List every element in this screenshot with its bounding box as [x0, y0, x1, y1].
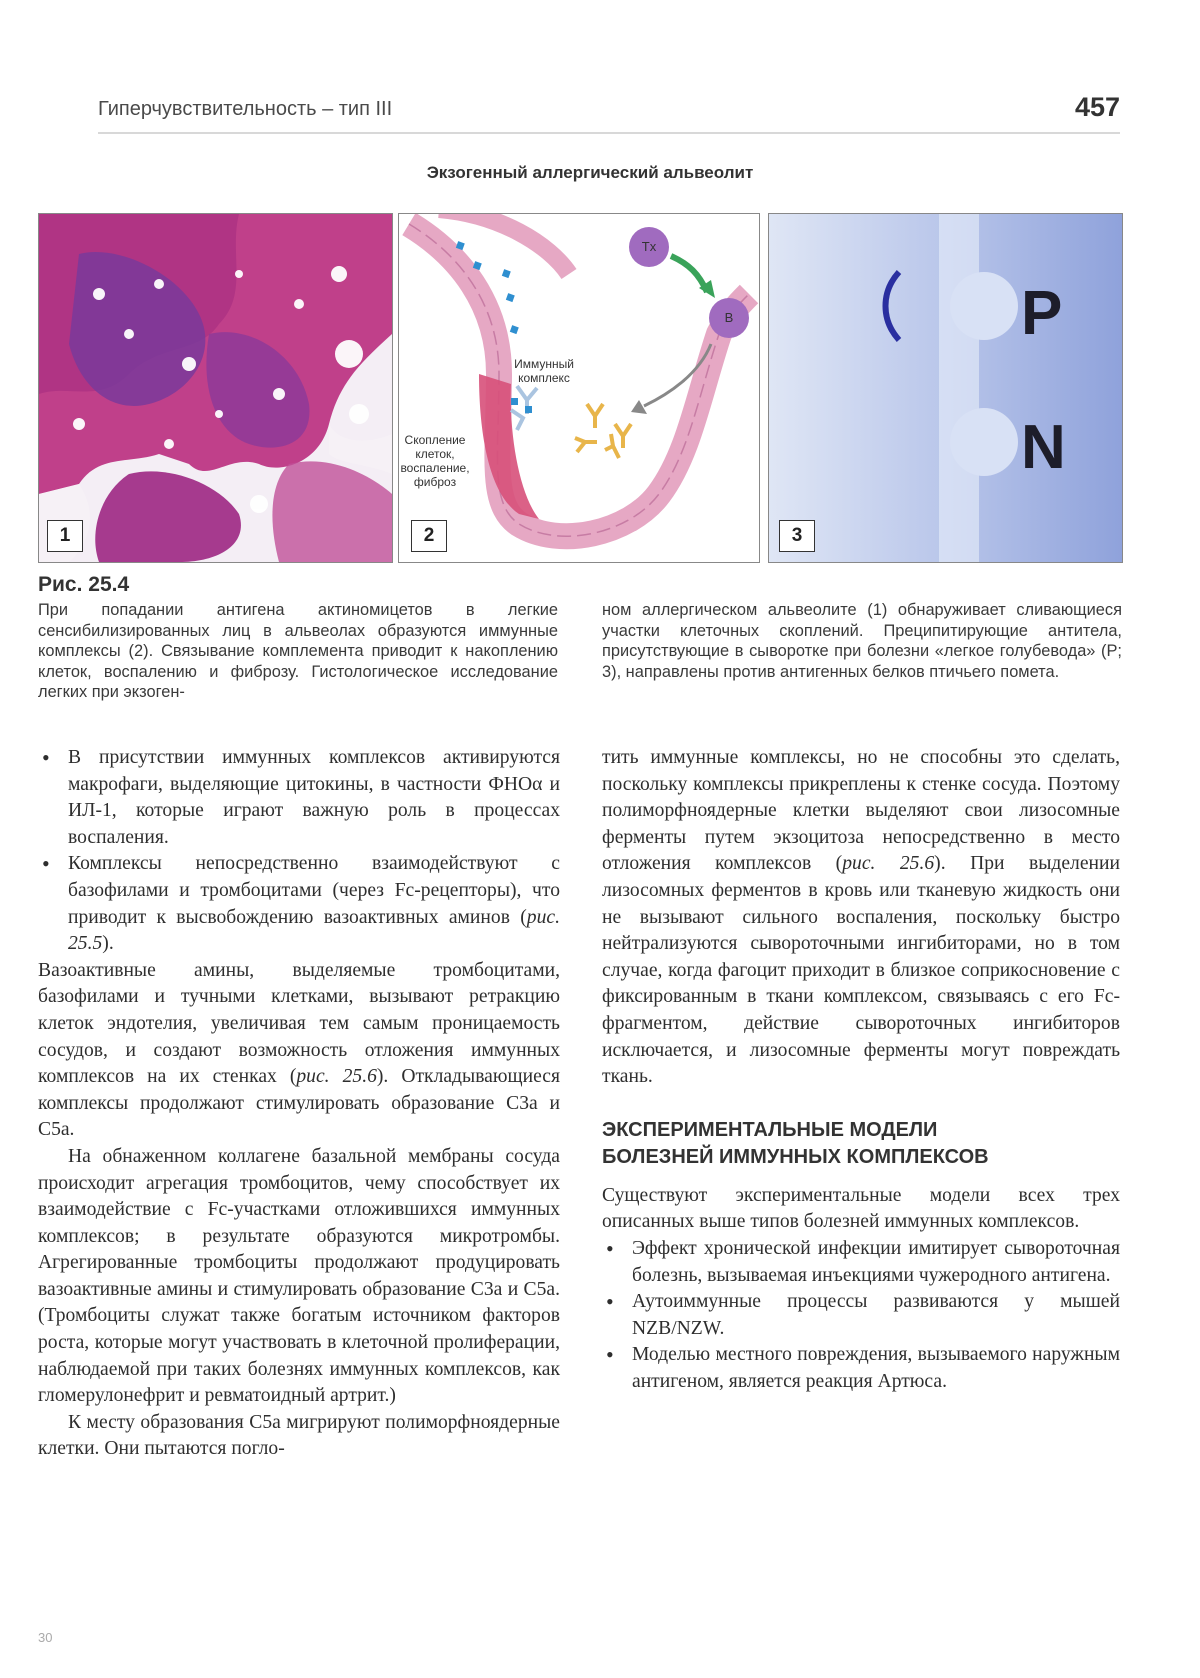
figure-panel-diagram [398, 213, 760, 563]
right-bullet-3: • Моделью местного повреждения, вызываемого наружным антигеном, является реакция Артюса. [602, 1342, 1120, 1395]
right-paragraph-1 [602, 745, 1120, 1091]
immune-complex-icon [511, 386, 537, 430]
panel-number-3: 3 [779, 520, 815, 552]
label-cells-3: воспаление, [400, 461, 470, 475]
left-bullet-2 [38, 851, 560, 957]
left-column [38, 745, 560, 1463]
label-b: B [724, 310, 734, 325]
right-column [602, 745, 1120, 1395]
histology-image [39, 214, 392, 562]
left-bullet-1: • В присутствии иммунных комплексов активируются макрофаги, выделяющие цитокины, в частности ФНОα и ИЛ-1, которые играют важную роль в процессах воспаления. [38, 745, 560, 851]
left-paragraph-1 [38, 958, 560, 1144]
panel-number-1: 1 [47, 520, 83, 552]
left-bullet-2-text: Комплексы непосредственно взаимодействуют с базофилами и тромбоцитами (через Fc-рецепторы), что приводит к высвобождению вазоактивных аминов ( [68, 853, 560, 928]
section-heading-line-2: БОЛЕЗНЕЙ ИММУННЫХ КОМПЛЕКСОВ [602, 1145, 989, 1168]
left-paragraph-1-text: Вазоактивные амины, выделяемые тромбоцитами, базофилами и тучными клетками, вызывают ретракцию клеток эндотелия, увеличивая тем самым проницаемость сосудов, и создают возможность отложения иммунных комплексов на их стенках ( [38, 959, 560, 1088]
figure-caption-right: ном аллергическом альвеолите (1) обнаруживает сливающиеся участки клеточных скоплений. Преципитирующие антитела, присутствующие в сыворотке при болезни «легкое голубевода» (P; 3), направлены против антигенных белков птичьего помета. [602, 601, 1122, 681]
label-cells-2: клеток, [415, 447, 455, 461]
antibodies [575, 404, 631, 458]
left-bullet-2-end: ). [102, 933, 114, 955]
figure-reference: рис. 25.6 [842, 853, 935, 875]
precipitation-gel [769, 214, 1122, 562]
label-cells-1: Скопление [404, 433, 466, 447]
page-header [98, 92, 1120, 134]
left-paragraph-3: К месту образования С5а мигрируют полиморфноядерные клетки. Они пытаются погло- [38, 1411, 560, 1460]
right-paragraph-1-text: тить иммунные комплексы, но не способны это сделать, поскольку комплексы прикреплены к стенке сосуда. Поэтому полиморфноядерные клетки выделяют свои лизосомные ферменты путем экзоцитоза непосредственно в место отложения комплексов ( [602, 747, 1120, 875]
label-p: P [1021, 279, 1063, 348]
alveolus-diagram [399, 214, 759, 562]
figure-caption-label: Рис. 25.4 [38, 573, 130, 596]
right-paragraph-1-end: ). При выделении лизосомных ферментов в кровь или тканевую жидкость они не вызывают сильного воспаления, поскольку быстро нейтрализуются сывороточными ингибиторами, но в том случае, когда фагоцит приходит в близкое соприкосновение с фиксированным в ткани комплексом, связываясь с его Fc-фрагментом, действие сывороточных ингибиторов исключается, и лизосомные ферменты могут повреждать ткань. [602, 853, 1120, 1088]
left-paragraph-2: На обнаженном коллагене базальной мембраны сосуда происходит агрегация тромбоцитов, чему способствует их взаимодействие с Fc-участками отложившихся иммунных комплексов; в результате образуются микротромбы. Агрегированные тромбоциты продолжают продуцировать вазоактивные амины и стимулировать образование С3а и С5а. (Тромбоциты служат также богатым источником факторов роста, которые могут участвовать в клеточной пролиферации, наблюдаемой при таких болезнях иммунных комплексов, как гломерулонефрит и ревматоидный артрит.) [38, 1145, 560, 1407]
figure-reference: рис. 25.5 [68, 906, 560, 955]
figure-reference: рис. 25.6 [296, 1066, 377, 1088]
figure-panel-gel [768, 213, 1123, 563]
label-immune-complex-1: Иммунный [514, 357, 574, 371]
label-cells-4: фиброз [413, 475, 457, 489]
section-heading [602, 1117, 1120, 1171]
page-number: 457 [1074, 92, 1120, 122]
running-title: Гиперчувствительность – тип III [98, 98, 393, 120]
footer-mark: 30 [38, 1630, 53, 1645]
section-heading-line-1: ЭКСПЕРИМЕНТАЛЬНЫЕ МОДЕЛИ [602, 1118, 938, 1141]
right-bullet-1: • Эффект хронической инфекции имитирует сывороточная болезнь, вызываемая инъекциями чужеродного антигена. [602, 1236, 1120, 1289]
figure-panel-histology [38, 213, 393, 563]
right-paragraph-2: Существуют экспериментальные модели всех трех описанных выше типов болезней иммунных комплексов. [602, 1184, 1120, 1233]
label-immune-complex-2: комплекс [518, 371, 570, 385]
panel-number-2: 2 [411, 520, 447, 552]
label-tx: Tx [641, 239, 657, 254]
figure-title: Экзогенный аллергический альвеолит [426, 163, 754, 182]
label-n: N [1021, 413, 1066, 482]
right-bullet-2: • Аутоиммунные процессы развиваются у мышей NZB/NZW. [602, 1289, 1120, 1342]
left-paragraph-1-end: ). Откладывающиеся комплексы продолжают стимулировать образование С3а и С5а. [38, 1066, 560, 1141]
figure-caption-left: При попадании антигена актиномицетов в легкие сенсибилизированных лиц в альвеолах образуются иммунные комплексы (2). Связывание комплемента приводит к накоплению клеток, воспалению и фиброзу. Гистологическое исследование легких при экзоген- [38, 601, 558, 701]
